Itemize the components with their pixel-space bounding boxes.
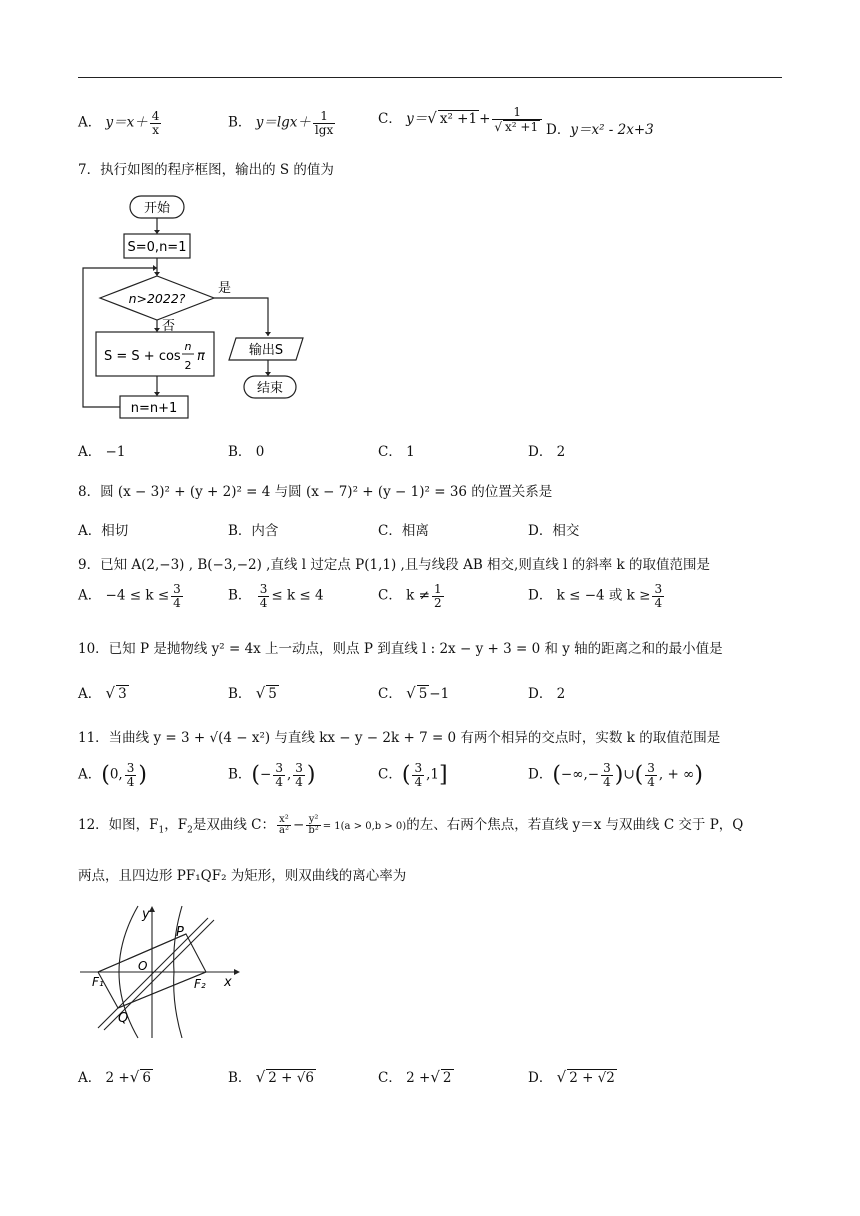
denominator: lgx: [314, 122, 334, 137]
fraction: [258, 583, 270, 609]
option-label: C．: [378, 444, 402, 460]
paren: (: [552, 762, 561, 788]
q7-option-a: [78, 440, 125, 460]
option-label: B．: [228, 766, 252, 783]
numerator: 3: [126, 761, 135, 775]
numerator: 1: [492, 106, 542, 120]
option-label: A．: [78, 1070, 102, 1086]
fraction: [645, 762, 657, 788]
option-text: 相离: [401, 523, 429, 539]
expr: k ≠: [406, 587, 430, 604]
expr: y＝lgx＋: [255, 114, 311, 131]
option-text: 内含: [251, 523, 279, 539]
expr: y＝: [406, 111, 428, 128]
fraction: [150, 110, 162, 136]
q10-option-b: [228, 682, 279, 702]
numerator: 3: [603, 761, 611, 775]
expr: 2 +: [105, 1070, 130, 1086]
condition-label: n>2022?: [128, 291, 186, 306]
paren: (: [251, 762, 261, 788]
yes-label: 是: [218, 281, 232, 296]
q9-option-d: [528, 583, 666, 609]
numerator: 3: [654, 582, 663, 596]
q8-option-c: [378, 519, 429, 539]
q8-stem: 8．圆 (x − 3)² + (y + 2)² = 4 与圆 (x − 7)² + (y − 1)² = 36 的位置关系是: [78, 484, 553, 500]
expr: , + ∞: [658, 766, 695, 783]
q10-option-c: [378, 682, 449, 702]
option-text: 2: [556, 686, 566, 702]
paren: ): [138, 762, 147, 788]
end-label: 结束: [256, 381, 284, 396]
no-label: 否: [162, 319, 176, 334]
q8-option-b: [228, 519, 278, 539]
radicand: 2: [442, 1070, 452, 1086]
sqrt-icon: √: [255, 1068, 266, 1086]
q10-option-a: [78, 682, 129, 702]
option-label: C．: [378, 111, 402, 128]
option-label: B．: [228, 444, 252, 460]
q11-option-d: [528, 762, 703, 788]
fraction: [293, 762, 305, 788]
q7-flowchart: [78, 190, 318, 420]
q6-option-b: [228, 110, 337, 136]
option-label: B．: [228, 1070, 252, 1086]
sqrt-icon: √: [129, 1068, 140, 1086]
radicand: x² +1: [505, 119, 539, 134]
x-label: x: [224, 975, 232, 990]
radicand: 2 + √2: [569, 1070, 615, 1086]
option-label: A．: [78, 523, 102, 539]
sqrt-icon: √: [255, 684, 266, 702]
stem-text: 12．如图，F: [78, 817, 159, 833]
expr: ∪: [623, 766, 635, 783]
numerator: 4: [151, 109, 160, 123]
fraction: [313, 110, 335, 136]
denominator: 2: [433, 595, 442, 610]
radicand: 6: [142, 1070, 151, 1086]
q12-stem-line1: 12．如图，$F_1$，$F_2$是双曲线 C： $\frac{\text{x²}}{\text{a²}}$ − $\frac{\text{y²}}{\text{b²}}$ = 1(a > 0,b > 0)的左、右两个焦点，若直线 y＝x 与双曲线 C 交于 P，Q: [78, 813, 744, 836]
denominator: 4: [126, 774, 135, 789]
denominator: 4: [414, 774, 423, 789]
paren: ]: [438, 762, 448, 788]
expr: 2 +: [406, 1070, 431, 1086]
plus: +: [479, 111, 491, 128]
option-text: 相交: [552, 523, 580, 539]
expr: y＝x² - 2x+3: [570, 122, 654, 138]
paren: ): [614, 762, 624, 788]
paren: (: [401, 762, 411, 788]
line-y-equals-x: [98, 918, 208, 1028]
expr: −1: [429, 686, 450, 702]
q6-option-a: [78, 110, 163, 136]
output-label: 输出S: [248, 343, 284, 358]
q10-stem: 10．已知 P 是抛物线 y² = 4x 上一动点，则点 P 到直线 l : 2x − y + 3 = 0 和 y 轴的距离之和的最小值是: [78, 641, 723, 657]
fraction: [601, 762, 613, 788]
fraction: [273, 762, 285, 788]
fraction: [306, 815, 320, 837]
body-den: 2: [184, 359, 192, 372]
q7-option-b: [228, 440, 264, 460]
option-text: 相切: [101, 523, 129, 539]
q6-option-c: [378, 106, 544, 133]
stem-text: ，F: [164, 817, 188, 833]
numerator: 3: [275, 761, 283, 775]
fraction: [171, 583, 183, 609]
numerator: y²: [306, 815, 320, 827]
expr: ,1: [426, 766, 439, 783]
numerator: 3: [295, 761, 303, 775]
stem-text: 的左、右两个焦点，若直线 y＝x 与双曲线 C 交于 P，Q: [406, 817, 744, 833]
option-label: A．: [78, 686, 102, 702]
start-label: 开始: [143, 201, 171, 216]
option-label: C．: [378, 1070, 402, 1086]
paren: ): [306, 762, 316, 788]
q12-option-d: [528, 1066, 617, 1086]
fraction: [412, 762, 424, 788]
numerator: 3: [647, 761, 655, 775]
option-label: A．: [78, 114, 102, 131]
denominator: 4: [603, 774, 611, 789]
init-label: S=0,n=1: [127, 240, 187, 255]
radicand: 5: [268, 686, 277, 702]
q9-option-c: [378, 583, 446, 609]
fraction: [432, 583, 444, 609]
q7-option-d: [528, 440, 565, 460]
q12-option-a: [78, 1066, 153, 1086]
body-num: n: [184, 340, 192, 353]
expr: ,: [286, 766, 292, 783]
q9-stem: 9．已知 A(2,−3) , B(−3,−2) ,直线 l 过定点 P(1,1) ,且与线段 AB 相交,则直线 l 的斜率 k 的取值范围是: [78, 557, 711, 573]
option-label: C．: [378, 686, 402, 702]
expr: −4 ≤ k ≤: [105, 587, 170, 604]
option-label: D．: [528, 686, 553, 702]
numerator: 1: [313, 110, 335, 124]
q9-option-a: [78, 583, 185, 609]
sqrt-icon: √: [556, 1068, 567, 1086]
denominator: 4: [295, 774, 303, 789]
paren: (: [101, 762, 110, 788]
fraction: [492, 106, 542, 133]
numerator: 3: [414, 761, 423, 775]
numerator: 3: [259, 582, 268, 596]
option-label: C．: [378, 766, 402, 783]
numerator: x²: [277, 815, 291, 827]
option-label: B．: [228, 523, 252, 539]
numerator: 3: [173, 582, 181, 596]
option-label: D．: [528, 523, 553, 539]
option-label: D．: [546, 122, 571, 138]
fraction: [277, 815, 291, 837]
expr: ≤ k ≤ 4: [271, 587, 324, 604]
q12-option-b: [228, 1066, 316, 1086]
option-label: D．: [528, 766, 553, 783]
denominator: x: [152, 122, 159, 137]
option-label: B．: [228, 686, 252, 702]
sqrt-icon: √: [406, 684, 416, 702]
F1-label: F₁: [92, 975, 104, 989]
option-text: 0: [255, 444, 265, 460]
option-label: D．: [528, 587, 553, 604]
q12-option-c: [378, 1066, 454, 1086]
denominator: 4: [654, 595, 663, 610]
fraction: [125, 762, 137, 788]
denominator: b²: [308, 825, 319, 836]
subscript: 1: [158, 825, 165, 836]
option-label: D．: [528, 1070, 553, 1086]
option-label: A．: [78, 587, 102, 604]
q10-option-d: [528, 682, 565, 702]
header-rule: [78, 77, 782, 78]
P-label: P: [176, 925, 184, 940]
q6-option-d: [546, 118, 654, 138]
q7-option-c: [378, 440, 415, 460]
option-text: −1: [105, 444, 126, 460]
expr: −∞,−: [560, 766, 600, 783]
stem-text: 是双曲线 C：: [192, 817, 276, 833]
denominator: 4: [259, 595, 268, 610]
expr: −: [260, 766, 272, 783]
option-label: A．: [78, 766, 102, 783]
denominator: √ x² +1: [494, 119, 539, 134]
q11-option-c: [378, 762, 448, 788]
radicand: 5: [418, 686, 428, 702]
radicand: 3: [118, 686, 127, 702]
option-label: A．: [78, 444, 102, 460]
q9-option-b: [228, 583, 324, 609]
q11-option-b: [228, 762, 316, 788]
denominator: 4: [275, 774, 283, 789]
radicand: x² +1: [439, 111, 478, 128]
expr: y＝x＋: [105, 114, 148, 131]
sqrt-icon: √: [105, 684, 116, 702]
option-label: C．: [378, 587, 402, 604]
expr: 0,: [109, 766, 123, 783]
option-text: 1: [406, 444, 415, 460]
paren: (: [634, 762, 644, 788]
increment-label: n=n+1: [130, 401, 178, 416]
sqrt-icon: √: [427, 109, 437, 128]
body-pi: π: [197, 349, 205, 364]
option-label: B．: [228, 114, 252, 131]
denominator: 4: [647, 774, 655, 789]
option-text: 2: [556, 444, 566, 460]
numerator: 1: [433, 582, 442, 596]
q8-option-a: [78, 519, 128, 539]
O-label: O: [138, 959, 148, 973]
F2-label: F₂: [194, 977, 206, 991]
fraction: [652, 583, 664, 609]
option-label: D．: [528, 444, 553, 460]
denominator: a²: [279, 825, 289, 836]
q11-stem: 11．当曲线 y = 3 + √(4 − x²) 与直线 kx − y − 2k + 7 = 0 有两个相异的交点时，实数 k 的取值范围是: [78, 730, 721, 746]
q7-stem: 7．执行如图的程序框图，输出的 S 的值为: [78, 162, 334, 178]
option-label: B．: [228, 587, 252, 604]
expr: k ≤ −4 或 k ≥: [556, 587, 651, 604]
Q-label: Q: [118, 1011, 129, 1026]
q8-option-d: [528, 519, 579, 539]
y-label: y: [142, 907, 150, 922]
body-label: S = S + cos: [104, 349, 181, 364]
radicand: 2 + √6: [268, 1070, 314, 1086]
condition: = 1(a > 0,b > 0): [322, 821, 407, 832]
subscript: 2: [187, 825, 193, 836]
q12-hyperbola-figure: [78, 900, 248, 1045]
sqrt-icon: √: [430, 1068, 440, 1086]
q11-option-a: [78, 762, 147, 788]
denominator: 4: [173, 595, 181, 610]
paren: ): [694, 762, 703, 788]
q12-stem-line2: 两点，且四边形 PF₁QF₂ 为矩形，则双曲线的离心率为: [78, 868, 407, 884]
option-label: C．: [378, 523, 402, 539]
